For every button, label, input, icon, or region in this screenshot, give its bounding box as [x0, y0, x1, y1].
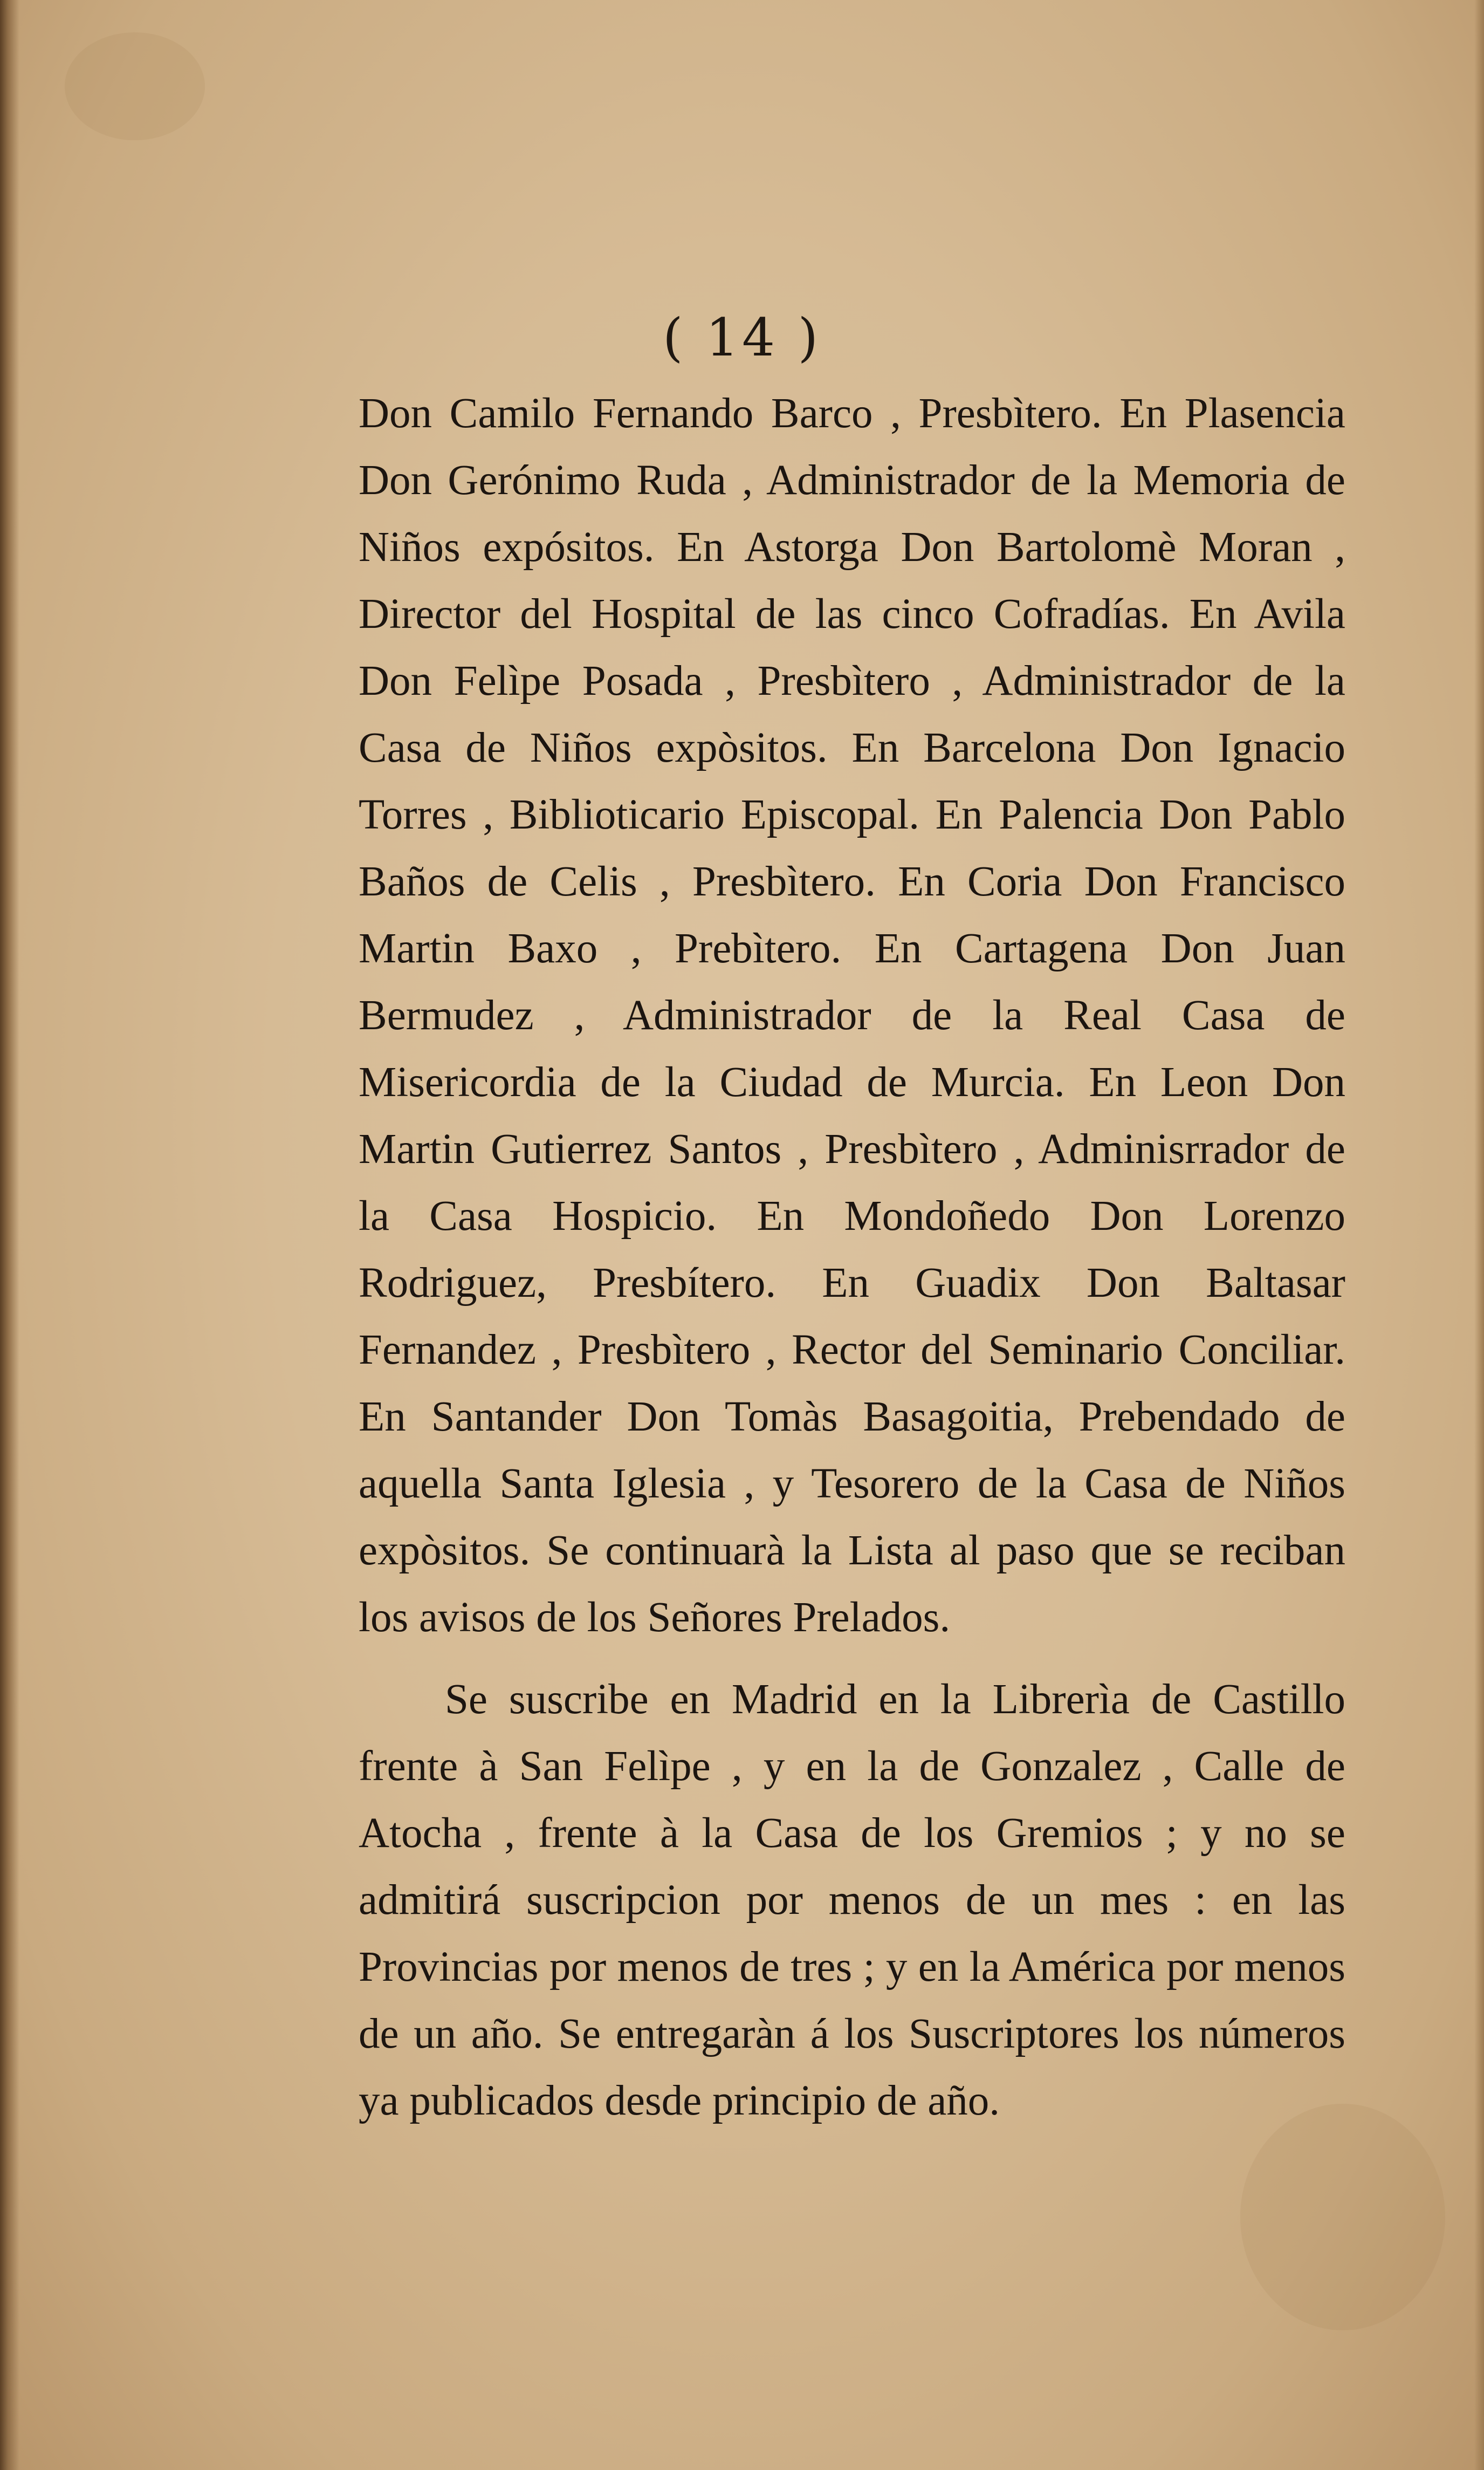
- paragraph-subscription-notice: Se suscribe en Madrid en la Librerìa de Castillo frente à San Felìpe , y en la de Gonzalez , Calle de Atocha , frente à la Casa de los Gremios ; y no se admitirá suscripcion por menos de un mes : en las Provincias por menos de tres ; y en la América por menos de un año. Se entregaràn á los Suscriptores los números ya publicados desde principio de año.: [359, 1676, 1345, 2124]
- paragraph-list-of-subscribers: Don Camilo Fernando Barco , Presbìtero. En Plasencia Don Gerónimo Ruda , Administrador de la Memoria de Niños expósitos. En Astorga Don Bartolomè Moran , Director del Hospital de las cinco Cofradías. En Avila Don Felìpe Posada , Presbìtero , Administrador de la Casa de Niños expòsitos. En Barcelona Don Ignacio Torres , Biblioticario Episcopal. En Palencia Don Pablo Baños de Celis , Presbìtero. En Coria Don Francisco Martin Baxo , Prebìtero. En Cartagena Don Juan Bermudez , Administrador de la Real Casa de Misericordia de la Ciudad de Murcia. En Leon Don Martin Gutierrez Santos , Presbìtero , Adminisrrador de la Casa Hospicio. En Mondoñedo Don Lorenzo Rodriguez, Presbítero. En Guadix Don Baltasar Fernandez , Presbìtero , Rector del Seminario Conciliar. En Santander Don Tomàs Basagoitia, Prebendado de aquella Santa Iglesia , y Tesorero de la Casa de Niños expòsitos. Se continuarà la Lista al paso que se reciban los avisos de los Señores Prelados.: [359, 390, 1345, 1641]
- paper-stain: [1240, 2104, 1445, 2330]
- page-left-edge: [0, 0, 19, 2470]
- paper-stain: [65, 32, 205, 140]
- body-text: [359, 380, 1345, 2134]
- page-right-edge: [1474, 0, 1484, 2470]
- page-number: ( 14 ): [662, 307, 822, 368]
